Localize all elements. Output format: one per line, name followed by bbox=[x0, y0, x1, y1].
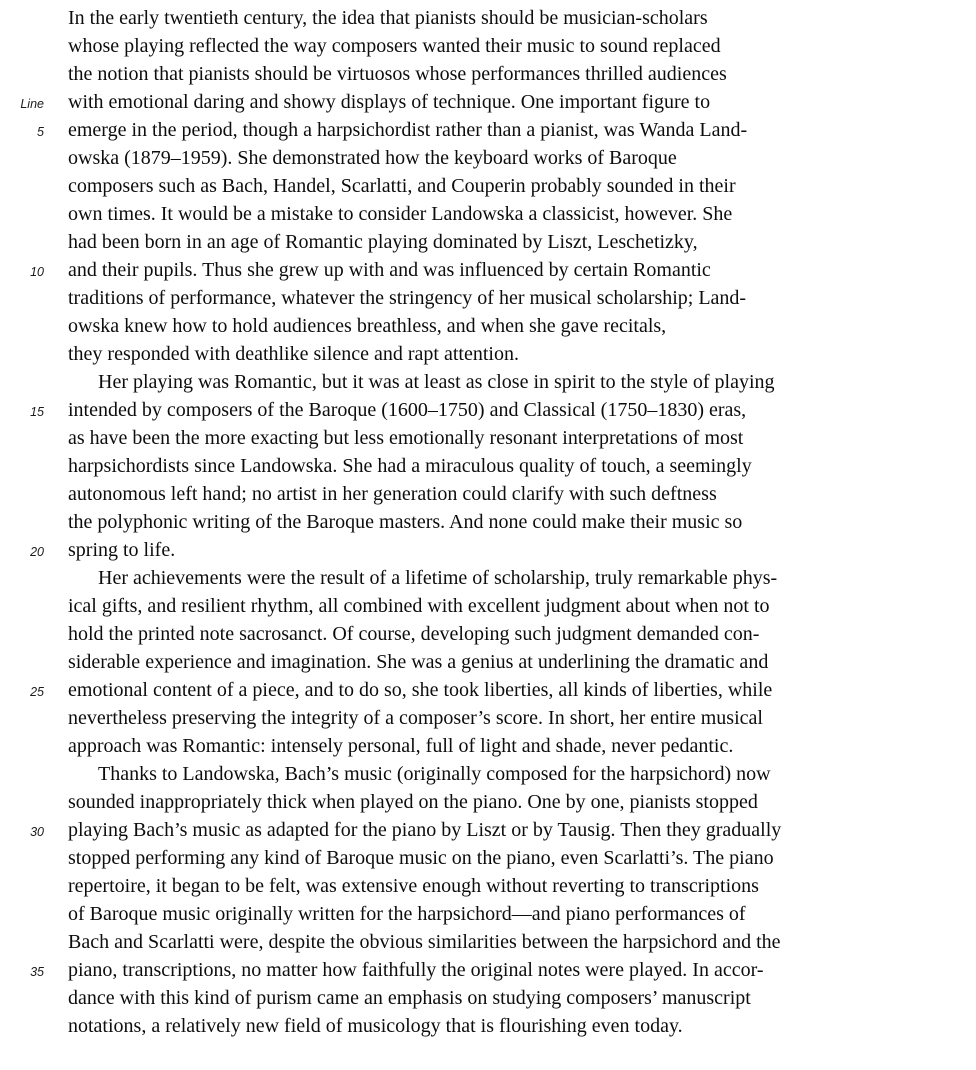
line-number-marker: 20 bbox=[30, 545, 44, 559]
passage-line bbox=[0, 340, 976, 368]
line-text: hold the printed note sacrosanct. Of course, developing such judgment demanded con- bbox=[68, 623, 760, 645]
line-text: repertoire, it began to be felt, was extensive enough without reverting to transcriptions bbox=[68, 875, 759, 897]
passage-line bbox=[0, 452, 976, 480]
line-text: the polyphonic writing of the Baroque masters. And none could make their music so bbox=[68, 511, 743, 533]
line-text: sounded inappropriately thick when played on the piano. One by one, pianists stopped bbox=[68, 791, 758, 813]
line-text: nevertheless preserving the integrity of a composer’s score. In short, her entire musical bbox=[68, 707, 763, 729]
line-text: playing Bach’s music as adapted for the piano by Liszt or by Tausig. Then they gradually bbox=[68, 819, 782, 841]
passage-line bbox=[0, 984, 976, 1012]
passage-line bbox=[0, 424, 976, 452]
passage-line bbox=[0, 88, 976, 116]
line-number-marker: 10 bbox=[30, 265, 44, 279]
line-text: siderable experience and imagination. She was a genius at underlining the dramatic and bbox=[68, 651, 769, 673]
line-text: spring to life. bbox=[68, 539, 176, 561]
passage-line bbox=[0, 480, 976, 508]
line-text: had been born in an age of Romantic playing dominated by Liszt, Leschetizky, bbox=[68, 231, 698, 253]
passage-line bbox=[0, 592, 976, 620]
passage-line bbox=[0, 788, 976, 816]
line-text: harpsichordists since Landowska. She had a miraculous quality of touch, a seemingly bbox=[68, 455, 752, 477]
passage-line bbox=[0, 564, 976, 592]
line-text: Her achievements were the result of a lifetime of scholarship, truly remarkable phys- bbox=[98, 567, 778, 589]
line-text: owska knew how to hold audiences breathless, and when she gave recitals, bbox=[68, 315, 667, 337]
passage-line bbox=[0, 284, 976, 312]
reading-passage bbox=[0, 4, 976, 1040]
line-text: traditions of performance, whatever the stringency of her musical scholarship; Land- bbox=[68, 287, 747, 309]
line-number-marker: 5 bbox=[37, 125, 44, 139]
passage-line bbox=[0, 256, 976, 284]
line-text: stopped performing any kind of Baroque music on the piano, even Scarlatti’s. The piano bbox=[68, 847, 774, 869]
passage-line bbox=[0, 396, 976, 424]
line-text: of Baroque music originally written for the harpsichord—and piano performances of bbox=[68, 903, 746, 925]
line-text: Her playing was Romantic, but it was at least as close in spirit to the style of playing bbox=[98, 371, 775, 393]
line-text: approach was Romantic: intensely personal, full of light and shade, never pedantic. bbox=[68, 735, 734, 757]
passage-line bbox=[0, 508, 976, 536]
line-text: Bach and Scarlatti were, despite the obvious similarities between the harpsichord and the bbox=[68, 931, 781, 953]
line-number-marker: 35 bbox=[30, 965, 44, 979]
line-text: and their pupils. Thus she grew up with and was influenced by certain Romantic bbox=[68, 259, 711, 281]
passage-line bbox=[0, 144, 976, 172]
line-text: as have been the more exacting but less emotionally resonant interpretations of most bbox=[68, 427, 744, 449]
passage-line bbox=[0, 200, 976, 228]
passage-line bbox=[0, 32, 976, 60]
passage-line bbox=[0, 956, 976, 984]
passage-line bbox=[0, 928, 976, 956]
passage-line bbox=[0, 312, 976, 340]
line-text: notations, a relatively new field of musicology that is flourishing even today. bbox=[68, 1015, 683, 1037]
passage-line bbox=[0, 172, 976, 200]
passage-line bbox=[0, 760, 976, 788]
passage-line bbox=[0, 368, 976, 396]
line-number-marker: 15 bbox=[30, 405, 44, 419]
passage-line bbox=[0, 1012, 976, 1040]
line-text: they responded with deathlike silence and rapt attention. bbox=[68, 343, 519, 365]
passage-line bbox=[0, 4, 976, 32]
line-text: the notion that pianists should be virtuosos whose performances thrilled audiences bbox=[68, 63, 727, 85]
passage-line bbox=[0, 704, 976, 732]
passage-line bbox=[0, 872, 976, 900]
passage-line bbox=[0, 536, 976, 564]
line-text: piano, transcriptions, no matter how faithfully the original notes were played. In accor- bbox=[68, 959, 764, 981]
line-text: ical gifts, and resilient rhythm, all combined with excellent judgment about when not to bbox=[68, 595, 770, 617]
line-text: emotional content of a piece, and to do so, she took liberties, all kinds of liberties, while bbox=[68, 679, 773, 701]
line-text: autonomous left hand; no artist in her generation could clarify with such deftness bbox=[68, 483, 717, 505]
passage-line bbox=[0, 844, 976, 872]
line-number-marker: Line bbox=[20, 97, 44, 111]
line-number-marker: 25 bbox=[30, 685, 44, 699]
passage-line bbox=[0, 116, 976, 144]
line-text: In the early twentieth century, the idea that pianists should be musician-scholars bbox=[68, 7, 708, 29]
line-text: Thanks to Landowska, Bach’s music (originally composed for the harpsichord) now bbox=[98, 763, 771, 785]
passage-line bbox=[0, 676, 976, 704]
line-text: composers such as Bach, Handel, Scarlatti, and Couperin probably sounded in their bbox=[68, 175, 736, 197]
line-text: dance with this kind of purism came an emphasis on studying composers’ manuscript bbox=[68, 987, 751, 1009]
passage-line bbox=[0, 816, 976, 844]
line-text: emerge in the period, though a harpsichordist rather than a pianist, was Wanda Land- bbox=[68, 119, 748, 141]
line-number-marker: 30 bbox=[30, 825, 44, 839]
passage-line bbox=[0, 900, 976, 928]
passage-line bbox=[0, 648, 976, 676]
line-text: with emotional daring and showy displays of technique. One important figure to bbox=[68, 91, 711, 113]
passage-line bbox=[0, 620, 976, 648]
line-text: own times. It would be a mistake to consider Landowska a classicist, however. She bbox=[68, 203, 733, 225]
line-text: whose playing reflected the way composers wanted their music to sound replaced bbox=[68, 35, 721, 57]
passage-line bbox=[0, 60, 976, 88]
passage-line bbox=[0, 228, 976, 256]
passage-line bbox=[0, 732, 976, 760]
line-text: owska (1879–1959). She demonstrated how the keyboard works of Baroque bbox=[68, 147, 677, 169]
line-text: intended by composers of the Baroque (1600–1750) and Classical (1750–1830) eras, bbox=[68, 399, 747, 421]
